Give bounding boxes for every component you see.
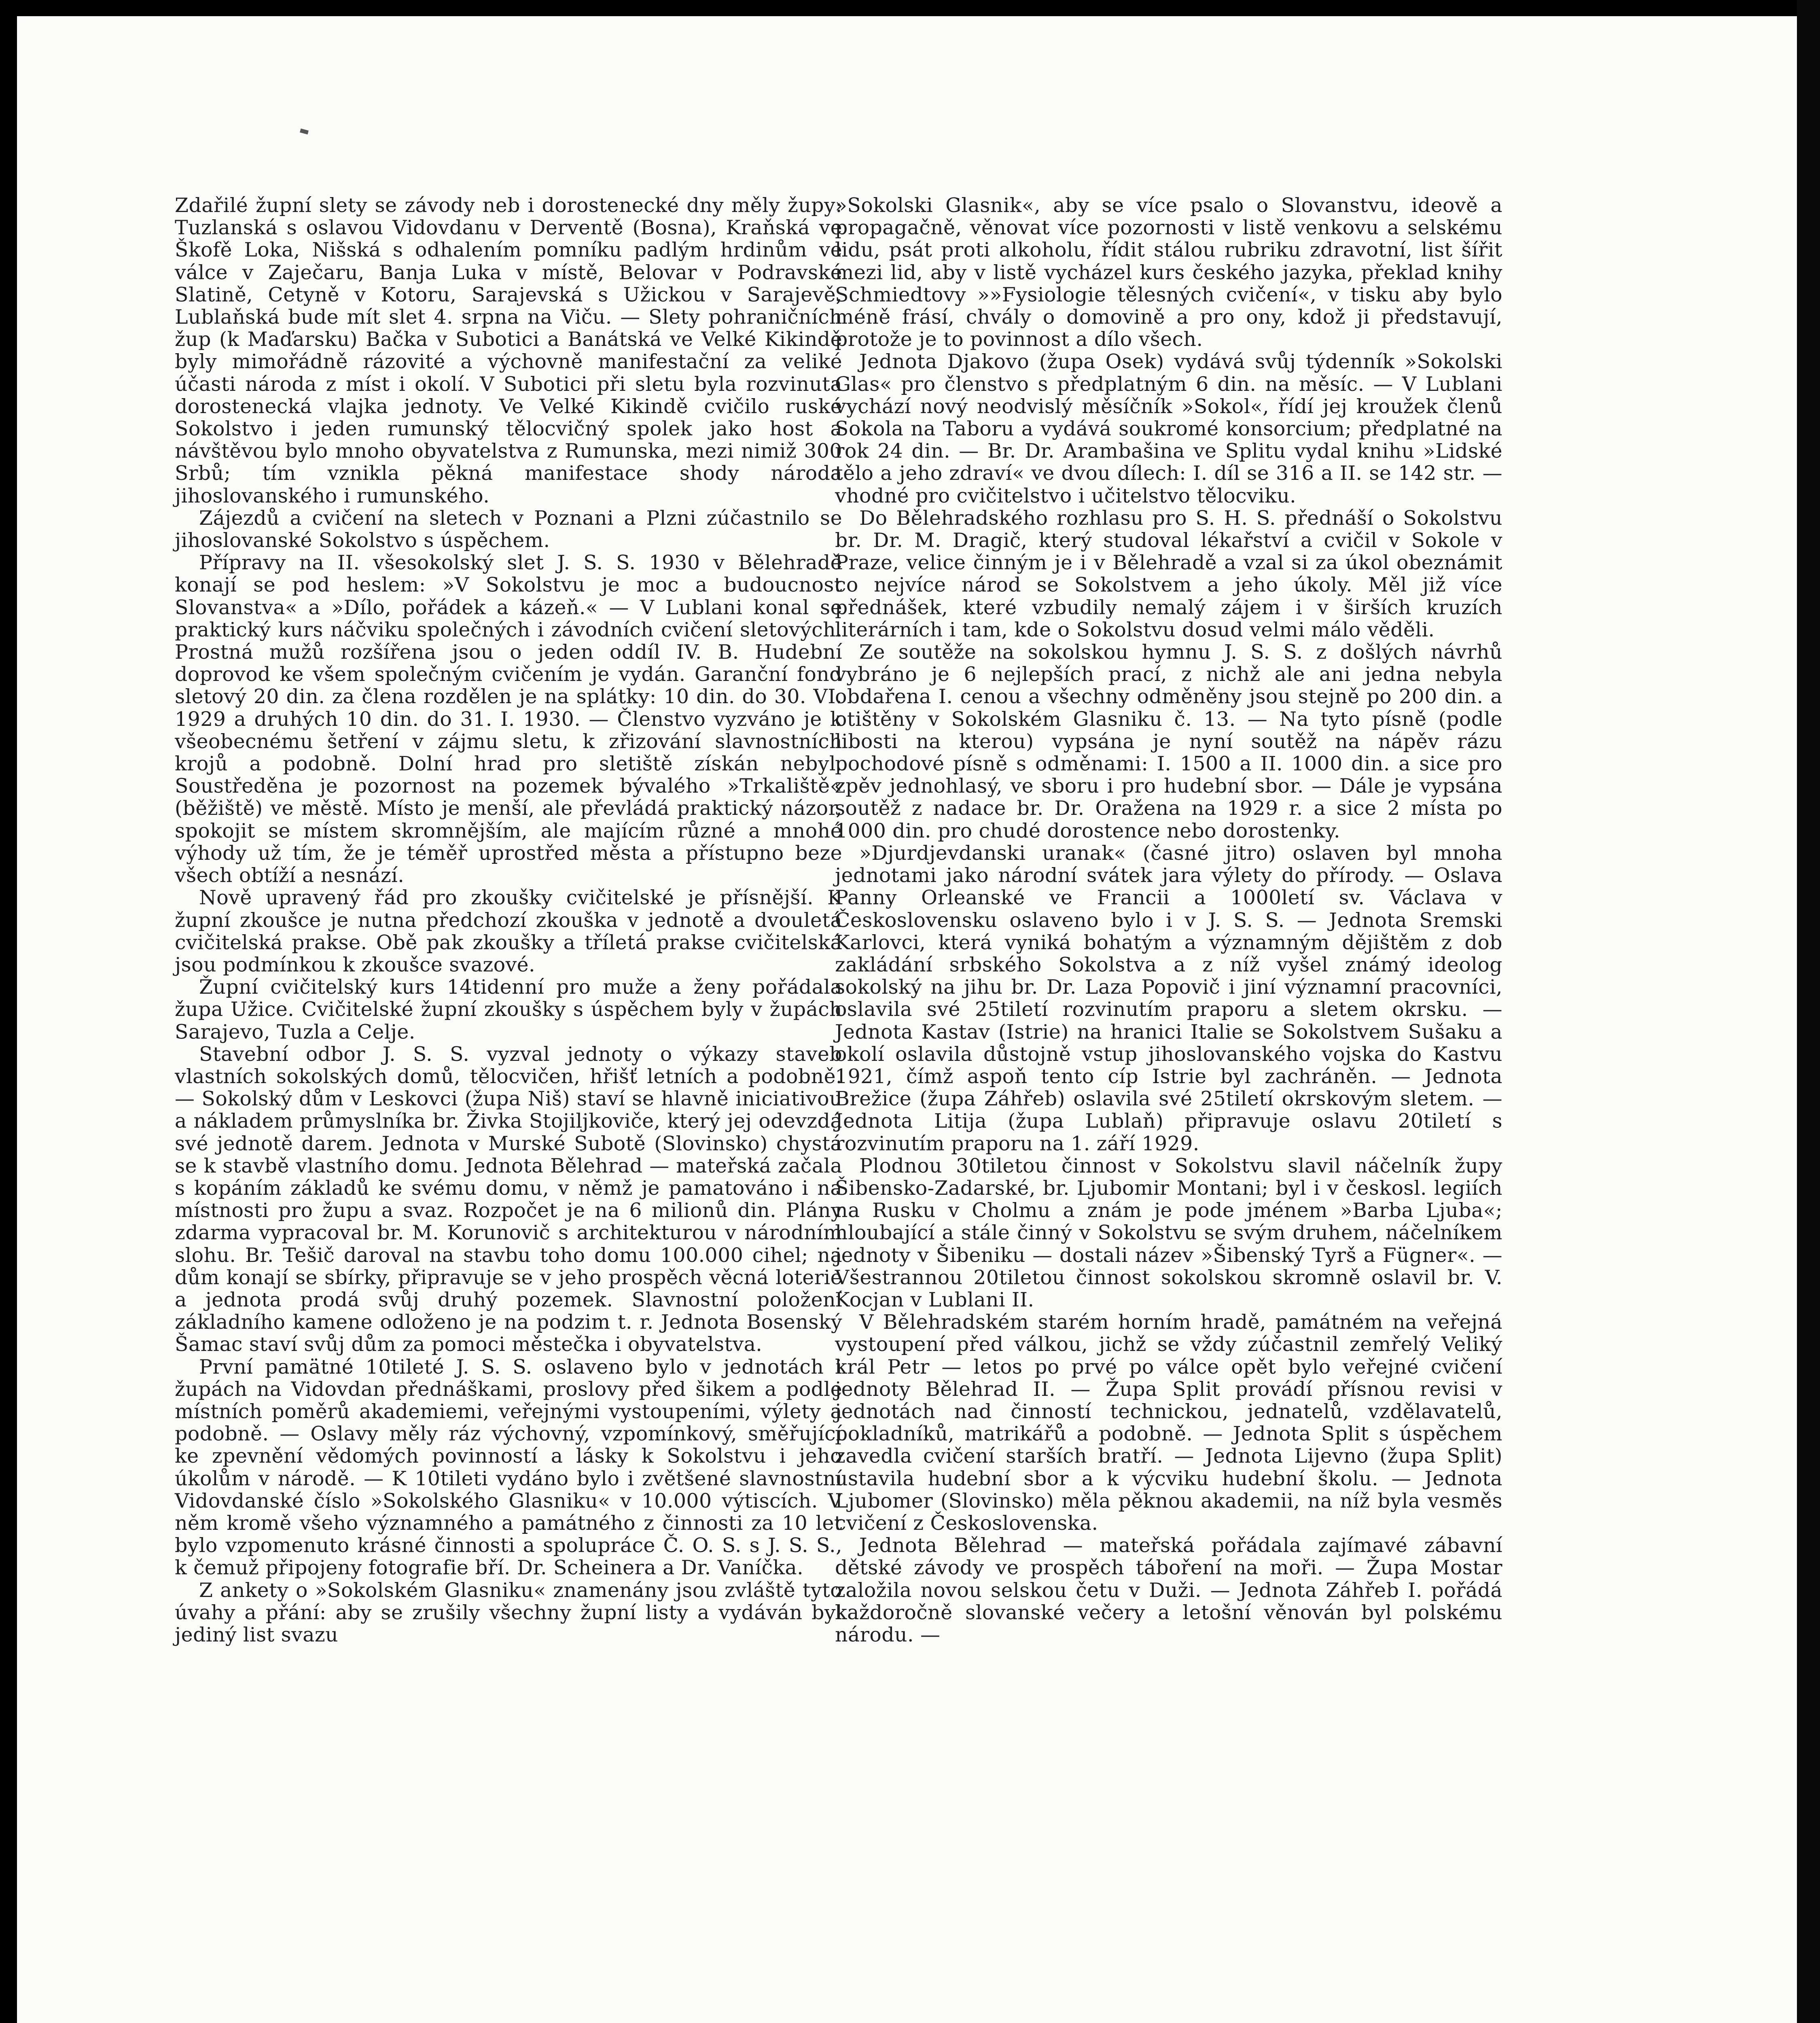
scan-border bbox=[1797, 0, 1820, 2023]
paragraph: Plodnou 30tiletou činnost v Sokolstvu slavil náčelník župy Šibensko-Zadarské, br. Ljubomir Montani; byl i v českosl. legiích na Rusku v Cholmu a znám je pode jménem »Barba Ljuba«; hloubající a stále činný v Sokolstvu se svým druhem, náčelníkem jednoty v Šibeniku — dostali název »Šibenský Tyrš a Fügner«. — Všestrannou 20tiletou činnost sokolskou skromně oslavil br. V. Kocjan v Lublani II. bbox=[835, 1154, 1502, 1311]
paragraph: Jednota Bělehrad — mateřská pořádala zajímavé zábavní dětské závody ve prospěch táboření na moři. — Župa Mostar založila novou selskou četu v Duži. — Jednota Záhřeb I. pořádá každoročně slovanské večery a letošní věnován byl polskému národu. — bbox=[835, 1534, 1502, 1646]
paragraph: V Bělehradském starém horním hradě, památném na veřejná vystoupení před válkou, jichž se vždy zúčastnil zemřelý Veliký král Petr — letos po prvé po válce opět bylo veřejné cvičení jednoty Bělehrad II. — Župa Split provádí přísnou revisi v jednotách nad činností technickou, jednatelů, vzdělavatelů, pokladníků, matrikářů a podobně. — Jednota Split s úspěchem zavedla cvičení starších bratří. — Jednota Lijevno (župa Split) ustavila hudební sbor a k výcviku hudební školu. — Jednota Ljubomer (Slovinsko) měla pěknou akademii, na níž byla vesměs cvičení z Československa. bbox=[835, 1310, 1502, 1535]
paragraph: Zdařilé župní slety se závody neb i dorostenecké dny měly župy: Tuzlanská s oslavou Vidovdanu v Derventě (Bosna), Kraňská ve Škofě Loka, Nišská s odhalením pomníku padlým hrdinům ve válce v Zaječaru, Banja Luka v místě, Belovar v Podravské Slatině, Cetyně v Kotoru, Sarajevská s Užickou v Sarajevě, Lublaňská bude mít slet 4. srpna na Viču. — Slety pohraničních žup (k Maďarsku) Bačka v Subotici a Banátská ve Velké Kikindě byly mimořádně rázovité a výchovně manifestační za veliké účasti národa z míst i okolí. V Subotici při sletu byla rozvinuta dorostenecká vlajka jednoty. Ve Velké Kikindě cvičilo ruské Sokolstvo i jeden rumunský tělocvičný spolek jako host a návštěvou bylo mnoho obyvatelstva z Rumunska, mezi nimiž 300 Srbů; tím vznikla pěkná manifestace shody národa jihoslovanského i rumunského. bbox=[175, 194, 842, 507]
paragraph: »Sokolski Glasnik«, aby se více psalo o Slovanstvu, ideově a propagačně, věnovat více pozornosti v listě venkovu a selskému lidu, psát proti alkoholu, řídit stálou rubriku zdravotní, list šířit mezi lid, aby v listě vycházel kurs českého jazyka, překlad knihy Schmiedtovy »»Fysiologie tělesných cvičení«, v tisku aby bylo méně frásí, chvály o domovině a pro ony, kdož ji představují, protože je to povinnost a dílo všech. bbox=[835, 194, 1502, 351]
paragraph: »Djurdjevdanski uranak« (časné jitro) oslaven byl mnoha jednotami jako národní svátek jara výlety do přírody. — Oslava Panny Orleanské ve Francii a 1000letí sv. Václava v Československu oslaveno bylo i v J. S. S. — Jednota Sremski Karlovci, která vyniká bohatým a významným dějištěm z dob zakládání srbského Sokolstva a z níž vyšel známý ideolog sokolský na jihu br. Dr. Laza Popovič i jiní významní pracovníci, oslavila své 25tiletí rozvinutím praporu a sletem okrsku. — Jednota Kastav (Istrie) na hranici Italie se Sokolstvem Sušaku a okolí oslavila důstojně vstup jihoslovanského vojska do Kastvu 1921, čímž aspoň tento cíp Istrie byl zachráněn. — Jednota Brežice (župa Záhřeb) oslavila své 25tiletí okrskovým sletem. — Jednota Litija (župa Lublaň) připravuje oslavu 20tiletí s rozvinutím praporu na 1. září 1929. bbox=[835, 841, 1502, 1155]
paragraph: Z ankety o »Sokolském Glasniku« znamenány jsou zvláště tyto úvahy a přání: aby se zrušily všechny župní listy a vydáván byl jediný list svazu bbox=[175, 1578, 842, 1646]
print-artifact bbox=[300, 129, 309, 135]
paragraph: Přípravy na II. všesokolský slet J. S. S. 1930 v Bělehradě konají se pod heslem: »V Sokolstvu je moc a budoucnost Slovanstva« a »Dílo, pořádek a kázeň.« — V Lublani konal se praktický kurs náčviku společných i závodních cvičení sletových. Prostná mužů rozšířena jsou o jeden oddíl IV. B. Hudební doprovod ke všem společným cvičením je vydán. Garanční fond sletový 20 din. za člena rozdělen je na splátky: 10 din. do 30. VI. 1929 a druhých 10 din. do 31. I. 1930. — Členstvo vyzváno je k všeobecnému šetření v zájmu sletu, k zřizování slavnostních krojů a podobně. Dolní hrad pro sletiště získán nebyl. Soustředěna je pozornost na pozemek bývalého »Trkaliště« (běžiště) ve městě. Místo je menší, ale převládá praktický názor, spokojit se místem skromnějším, ale majícím různé a mnohé výhody už tím, že je téměř uprostřed města a přístupno beze všech obtíží a nesnází. bbox=[175, 551, 842, 887]
paragraph: Stavební odbor J. S. S. vyzval jednoty o výkazy staveb vlastních sokolských domů, tělocvičen, hřišť letních a podobně. — Sokolský dům v Leskovci (župa Niš) staví se hlavně iniciativou a nákladem průmyslníka br. Živka Stojiljkoviče, který jej odevzdá své jednotě darem. Jednota v Murské Subotě (Slovinsko) chystá se k stavbě vlastního domu. Jednota Bělehrad — mateřská začala s kopáním základů ke svému domu, v němž je pamatováno i na místnosti pro župu a svaz. Rozpočet je na 6 milionů din. Plány zdarma vypracoval br. M. Korunovič s architekturou v národním slohu. Br. Tešič daroval na stavbu toho domu 100.000 cihel; na dům konají se sbírky, připravuje se v jeho prospěch věcná loterie a jednota prodá svůj druhý pozemek. Slavnostní položení základního kamene odloženo je na podzim t. r. Jednota Bosenský Šamac staví svůj dům za pomoci městečka i obyvatelstva. bbox=[175, 1042, 842, 1356]
paragraph: Ze soutěže na sokolskou hymnu J. S. S. z došlých návrhů vybráno je 6 nejlepších prací, z nichž ale ani jedna nebyla obdařena I. cenou a všechny odměněny jsou stejně po 200 din. a otištěny v Sokolském Glasniku č. 13. — Na tyto písně (podle libosti na kterou) vypsána je nyní soutěž na nápěv rázu pochodové písně s odměnami: I. 1500 a II. 1000 din. a sice pro zpěv jednohlasý, ve sboru i pro hudební sbor. — Dále je vypsána soutěž z nadace br. Dr. Oražena na 1929 r. a sice 2 místa po 1000 din. pro chudé dorostence nebo dorostenky. bbox=[835, 640, 1502, 842]
paragraph: Jednota Djakovo (župa Osek) vydává svůj týdenník »Sokolski Glas« pro členstvo s předplatným 6 din. na měsíc. — V Lublani vychází nový neodvislý měsíčník »Sokol«, řídí jej kroužek členů Sokola na Taboru a vydává soukromé konsorcium; předplatné na rok 24 din. — Br. Dr. Arambašina ve Splitu vydal knihu »Lidské tělo a jeho zdraví« ve dvou dílech: I. díl se 316 a II. se 142 str. — vhodné pro cvičitelstvo i učitelstvo tělocviku. bbox=[835, 350, 1502, 507]
left-column bbox=[175, 194, 842, 1646]
paragraph: Župní cvičitelský kurs 14tidenní pro muže a ženy pořádala župa Užice. Cvičitelské župní zkoušky s úspěchem byly v župách Sarajevo, Tuzla a Celje. bbox=[175, 975, 842, 1043]
paragraph: První pamätné 10tileté J. S. S. oslaveno bylo v jednotách i župách na Vidovdan přednáškami, proslovy před šikem a podle místních poměrů akademiemi, veřejnými vystoupeními, výlety a podobně. — Oslavy měly ráz výchovný, vzpomínkový, směřující ke zpevnění vědomých povinností a lásky k Sokolstvu i jeho úkolům v národě. — K 10tileti vydáno bylo i zvětšené slavnostní Vidovdanské číslo »Sokolského Glasniku« v 10.000 výtiscích. V něm kromě všeho významného a památného z činnosti za 10 let bylo vzpomenuto krásné činnosti a spolupráce Č. O. S. s J. S. S., k čemuž připojeny fotografie bří. Dr. Scheinera a Dr. Vaníčka. bbox=[175, 1355, 842, 1580]
paragraph: Nově upravený řád pro zkoušky cvičitelské je přísnější. K župní zkoušce je nutna předchozí zkouška v jednotě a dvouletá cvičitelská prakse. Obě pak zkoušky a tříletá prakse cvičitelská jsou podmínkou k zkoušce svazové. bbox=[175, 886, 842, 976]
paragraph: Zájezdů a cvičení na sletech v Poznani a Plzni zúčastnilo se jihoslovanské Sokolstvo s úspěchem. bbox=[175, 506, 842, 552]
page bbox=[17, 16, 1797, 2023]
paragraph: Do Bělehradského rozhlasu pro S. H. S. přednáší o Sokolstvu br. Dr. M. Dragič, který studoval lékařství a cvičil v Sokole v Praze, velice činným je i v Bělehradě a vzal si za úkol obeznámit co nejvíce národ se Sokolstvem a jeho úkoly. Měl již více přednášek, které vzbudily nemalý zájem i v širších kruzích literárních i tam, kde o Sokolstvu dosud velmi málo věděli. bbox=[835, 506, 1502, 641]
right-column bbox=[835, 194, 1502, 1646]
